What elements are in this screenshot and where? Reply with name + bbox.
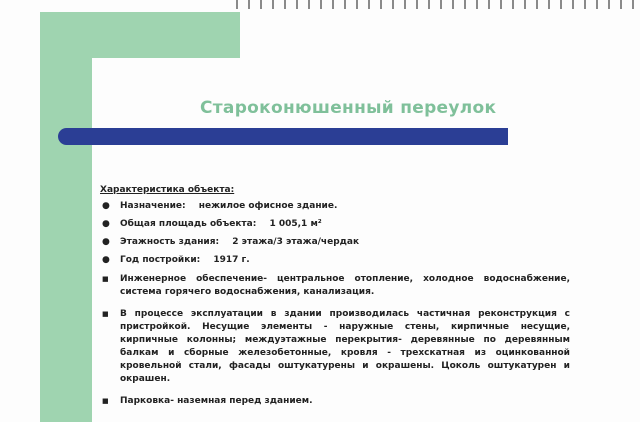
row-area	[100, 219, 570, 230]
object-characteristics	[100, 185, 570, 417]
green-decor-vertical	[40, 12, 92, 422]
section-heading: Характеристика объекта:	[100, 185, 235, 195]
binding-ring	[620, 0, 622, 9]
binding-ring	[452, 0, 454, 9]
binding-ring	[332, 0, 334, 9]
binding-ring	[560, 0, 562, 9]
bullet-icon: ●	[102, 201, 110, 211]
binding-ring	[524, 0, 526, 9]
binding-ring	[356, 0, 358, 9]
para-parking	[100, 395, 570, 408]
row-value: 1 005,1 м²	[269, 219, 322, 229]
binding-ring	[548, 0, 550, 9]
binding-ring	[248, 0, 250, 9]
bullet-icon: ■	[102, 310, 109, 318]
para-text: В процессе эксплуатации в здании производилась частичная реконструкция с пристройкой. Несущие элементы - наружные стены, кирпичные несущие, кирпичные колонны; междуэтажные перекрытия- деревянные по деревянным балкам и сборные железобетонные, кровля - трехскатная из оцинкованной кровельной стали, фасады оштукатурены и окрашены. Цоколь оштукатурен и окрашен.	[120, 309, 570, 384]
binding-ring	[428, 0, 430, 9]
page-title: Староконюшенный переулок	[200, 98, 497, 118]
binding-ring	[404, 0, 406, 9]
green-decor-corner	[92, 58, 132, 98]
binding-ring	[632, 0, 634, 9]
binding-ring	[596, 0, 598, 9]
row-year	[100, 255, 570, 266]
para-engineering	[100, 273, 570, 299]
green-decor-top	[40, 12, 240, 58]
binding-ring	[440, 0, 442, 9]
row-value: 2 этажа/3 этажа/чердак	[232, 237, 360, 247]
bullet-icon: ●	[102, 237, 110, 247]
row-label: Год постройки:	[120, 255, 201, 265]
binding-ring	[488, 0, 490, 9]
binding-ring	[392, 0, 394, 9]
binding-ring	[320, 0, 322, 9]
row-value: нежилое офисное здание.	[198, 201, 338, 211]
binding-ring	[512, 0, 514, 9]
binding-ring	[344, 0, 346, 9]
bullet-icon: ●	[102, 255, 110, 265]
binding-ring	[260, 0, 262, 9]
row-floors	[100, 237, 570, 248]
binding-ring	[536, 0, 538, 9]
para-text: Парковка- наземная перед зданием.	[120, 396, 313, 406]
row-label: Общая площадь объекта:	[120, 219, 257, 229]
binding-ring	[572, 0, 574, 9]
row-label: Назначение:	[120, 201, 186, 211]
spiral-binding	[236, 0, 640, 10]
binding-ring	[500, 0, 502, 9]
binding-ring	[608, 0, 610, 9]
row-purpose	[100, 201, 570, 212]
bullet-icon: ●	[102, 219, 110, 229]
binding-ring	[416, 0, 418, 9]
binding-ring	[464, 0, 466, 9]
title-underline-bar	[58, 128, 508, 145]
binding-ring	[272, 0, 274, 9]
binding-ring	[296, 0, 298, 9]
binding-ring	[236, 0, 238, 9]
row-value: 1917 г.	[213, 255, 250, 265]
bullet-icon: ■	[102, 275, 109, 283]
row-label: Этажность здания:	[120, 237, 220, 247]
binding-ring	[380, 0, 382, 9]
binding-ring	[476, 0, 478, 9]
binding-ring	[584, 0, 586, 9]
para-construction	[100, 308, 570, 386]
binding-ring	[308, 0, 310, 9]
binding-ring	[368, 0, 370, 9]
bullet-icon: ■	[102, 397, 109, 405]
binding-ring	[284, 0, 286, 9]
para-text: Инженерное обеспечение- центральное отопление, холодное водоснабжение, система горячего водоснабжения, канализация.	[120, 274, 570, 297]
